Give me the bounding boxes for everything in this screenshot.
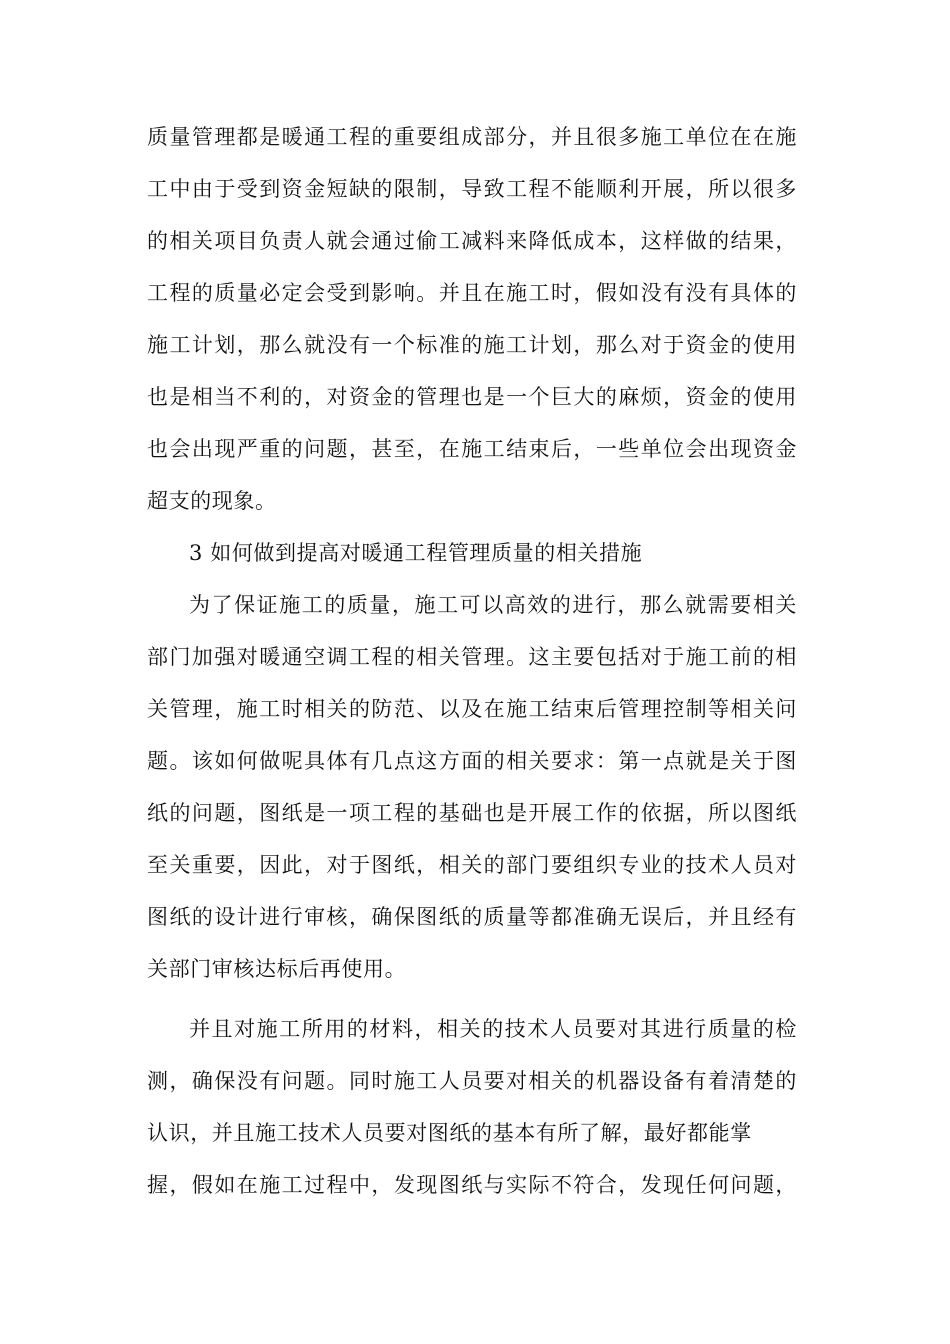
paragraph-line: 也会出现严重的问题，甚至，在施工结束后，一些单位会出现资金 (147, 437, 797, 461)
paragraph-line: 施工计划，那么就没有一个标准的施工计划，那么对于资金的使用 (147, 333, 797, 357)
section-heading: 3 如何做到提高对暖通工程管理质量的相关措施 (189, 541, 643, 565)
document-body (147, 111, 797, 1211)
paragraph (147, 579, 797, 995)
paragraph (147, 111, 797, 527)
paragraph-line: 也是相当不利的，对资金的管理也是一个巨大的麻烦，资金的使用 (147, 385, 797, 409)
paragraph-line: 为了保证施工的质量，施工可以高效的进行，那么就需要相关 (189, 593, 797, 617)
paragraph-line: 握，假如在施工过程中，发现图纸与实际不符合，发现任何问题， (147, 1173, 797, 1197)
paragraph-line: 关部门审核达标后再使用。 (147, 957, 407, 981)
paragraph-line: 关管理，施工时相关的防范、以及在施工结束后管理控制等相关问 (147, 697, 797, 721)
paragraph-line: 并且对施工所用的材料，相关的技术人员要对其进行质量的检 (189, 1017, 797, 1041)
paragraph-line: 质量管理都是暖通工程的重要组成部分，并且很多施工单位在在施 (147, 125, 797, 149)
paragraph-line: 至关重要，因此，对于图纸，相关的部门要组织专业的技术人员对 (147, 853, 797, 877)
paragraph-line: 认识，并且施工技术人员要对图纸的基本有所了解，最好都能掌 (147, 1121, 752, 1145)
paragraph (147, 1003, 797, 1211)
paragraph-line: 测，确保没有问题。同时施工人员要对相关的机器设备有着清楚的 (147, 1069, 797, 1093)
paragraph-spacing (147, 995, 797, 1003)
paragraph-line: 题。该如何做呢具体有几点这方面的相关要求：第一点就是关于图 (147, 749, 797, 773)
paragraph-line: 工程的质量必定会受到影响。并且在施工时，假如没有没有具体的 (147, 281, 797, 305)
paragraph-line: 超支的现象。 (147, 489, 277, 513)
paragraph-line: 的相关项目负责人就会通过偷工减料来降低成本，这样做的结果， (147, 229, 797, 253)
paragraph-line: 部门加强对暖通空调工程的相关管理。这主要包括对于施工前的相 (147, 645, 797, 669)
paragraph-line: 图纸的设计进行审核，确保图纸的质量等都准确无误后，并且经有 (147, 905, 797, 929)
paragraph-line: 纸的问题，图纸是一项工程的基础也是开展工作的依据，所以图纸 (147, 801, 797, 825)
paragraph-line: 工中由于受到资金短缺的限制，导致工程不能顺利开展，所以很多 (147, 177, 797, 201)
